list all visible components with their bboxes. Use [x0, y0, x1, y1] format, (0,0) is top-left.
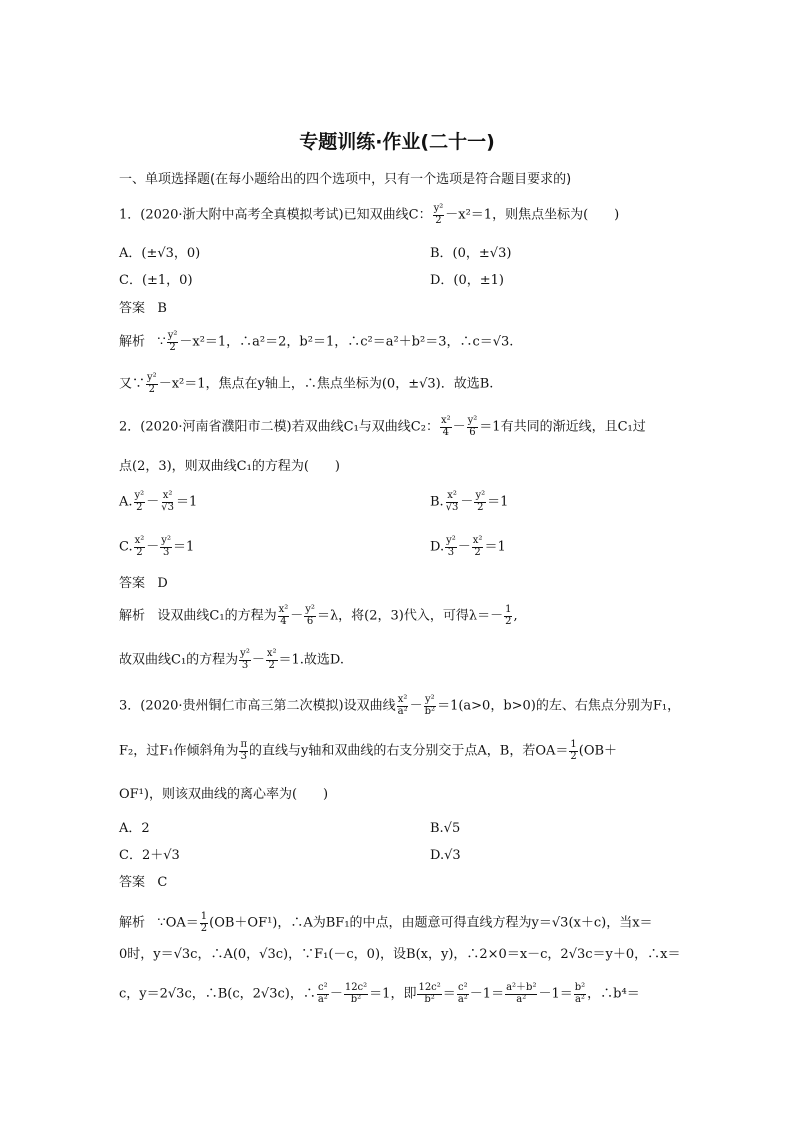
q1-option-a: A．(±√3，0): [119, 246, 201, 261]
q2-answer: 答案 D: [119, 576, 168, 591]
q3-option-a: A．2: [119, 821, 150, 836]
q1-answer: 答案 B: [119, 301, 167, 316]
q2-stem-2: 点(2，3)，则双曲线C₁的方程为( ): [119, 459, 340, 474]
q2-option-b: B. $\frac{\text{x²}}{√3}$ － $\frac{\text{y²}}{2}$ ＝1: [430, 490, 509, 513]
q3-option-c: C．2＋√3: [119, 848, 180, 863]
q1-stem: 1．(2020·浙大附中高考全真模拟考试)已知双曲线C： $\frac{\text{y²}}{2}$ －x²＝1，则焦点坐标为( ): [119, 203, 620, 226]
q3-answer: 答案 C: [119, 875, 168, 890]
q2-solution-2: 故双曲线C₁的方程为 $\frac{\text{y²}}{3}$ － $\frac{\text{x²}}{2}$ ＝1.故选D.: [119, 648, 345, 671]
section-heading: 一、单项选择题(在每小题给出的四个选项中，只有一个选项是符合题目要求的): [119, 172, 572, 187]
page-title: 专题训练·作业(二十一): [299, 131, 495, 153]
q3-option-d: D.√3: [430, 848, 461, 863]
q2-option-a: A. $\frac{\text{y²}}{2}$ － $\frac{\text{x²}}{√3}$ ＝1: [119, 490, 198, 513]
q2-option-c: C. $\frac{\text{x²}}{2}$ － $\frac{\text{y²}}{3}$ ＝1: [119, 535, 195, 558]
q1-solution-1: 解析 ∵ $\frac{\text{y²}}{2}$ －x²＝1，∴a²＝2，b²＝1，∴c²＝a²＋b²＝3，∴c＝√3.: [119, 330, 514, 353]
q2-solution-1: 解析 设双曲线C₁的方程为 $\frac{\text{x²}}{4}$ － $\frac{\text{y²}}{6}$ ＝λ，将(2，3)代入，可得λ＝－ $\frac{1}{2}$ ,: [119, 604, 518, 627]
q3-stem-2: F₂，过F₁作倾斜角为 $\frac{\pi}{3}$ 的直线与y轴和双曲线的右支分别交于点A，B，若OA＝ $\frac{1}{2}$ (OB＋: [119, 739, 618, 762]
q2-option-d: D. $\frac{\text{y²}}{3}$ － $\frac{\text{x²}}{2}$ ＝1: [430, 535, 506, 558]
q3-stem-1: 3．(2020·贵州铜仁市高三第二次模拟)设双曲线 $\frac{\text{x²}}{\text{a²}}$ － $\frac{\text{y²}}{\text{b²}}$ ＝1(a>0，b>0)的左、右焦点分别为F₁，: [119, 694, 681, 717]
q2-stem-1: 2．(2020·河南省濮阳市二模)若双曲线C₁与双曲线C₂： $\frac{\text{x²}}{4}$ － $\frac{\text{y²}}{6}$ ＝1有共同的渐近线，且C₁过: [119, 415, 646, 438]
q1-option-c: C．(±1，0): [119, 273, 193, 288]
q1-option-b: B．(0，±√3): [430, 246, 512, 261]
q1-option-d: D．(0，±1): [430, 273, 505, 288]
q3-solution-1: 解析 ∵OA＝ $\frac{1}{2}$ (OB＋OF¹)，∴A为BF₁的中点，由题意可得直线方程为y＝√3(x＋c)，当x＝: [119, 911, 653, 934]
q3-solution-3: c，y＝2√3c，∴B(c，2√3c)，∴ $\frac{\text{c²}}{\text{a²}}$ － $\frac{\text{12c²}}{\text{b²}}$ ＝1，即 $\frac{\text{12c²}}{\text{b²}}$ ＝ $\frac{\text{c²}}{\text{a²}}$ －1＝ $\frac{\text{a²＋b²}}{\text{a²}}$ －1＝ $\frac{\text{b²}}{\text{a²}}$ ，∴b⁴＝: [119, 982, 640, 1005]
q3-stem-3: OF¹)，则该双曲线的离心率为( ): [119, 787, 329, 802]
q3-solution-2: 0时，y＝√3c，∴A(0，√3c)，∵F₁(－c，0)，设B(x，y)，∴2×0＝x－c，2√3c＝y＋0，∴x＝: [119, 947, 681, 962]
q1-solution-2: 又∵ $\frac{\text{y²}}{2}$ －x²＝1，焦点在y轴上，∴焦点坐标为(0，±√3)．故选B.: [119, 372, 494, 395]
q3-option-b: B.√5: [430, 821, 461, 836]
